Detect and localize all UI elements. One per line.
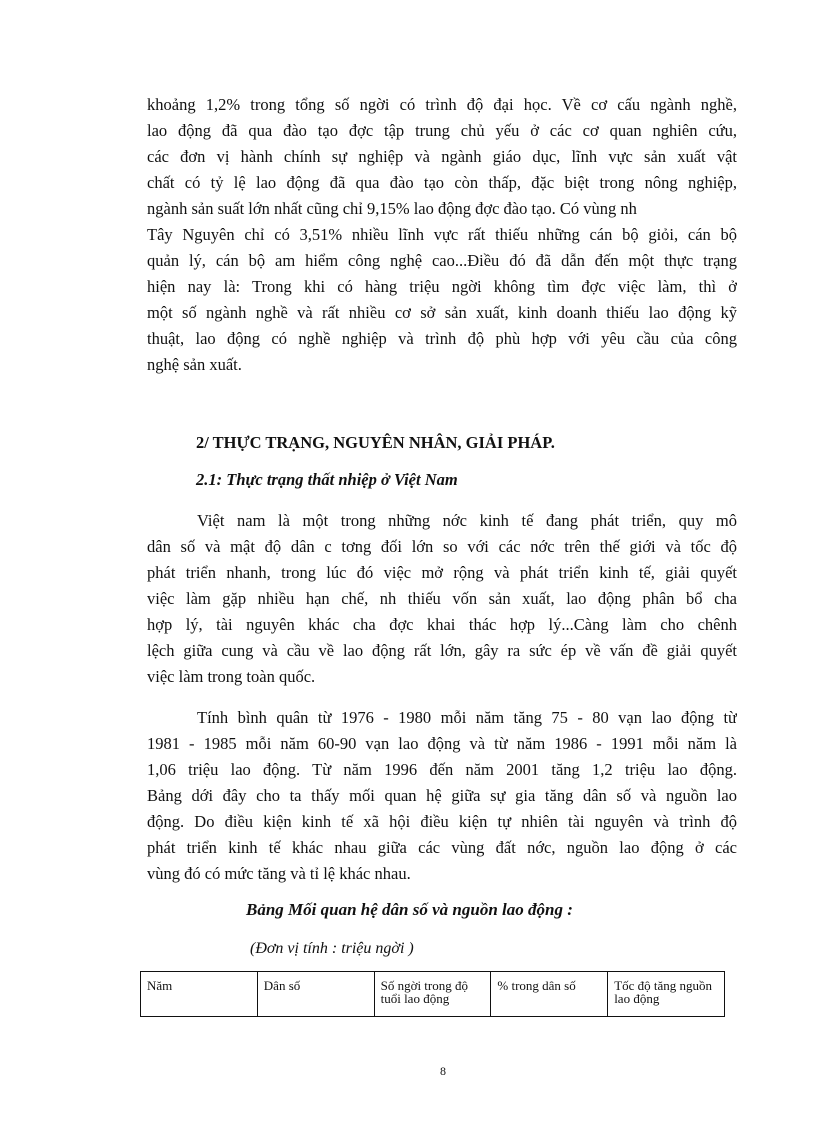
- text-line: phát triển nhanh, trong lúc đó việc mở rộng và phát triển kinh tế, giải quyết: [147, 563, 737, 582]
- text-line: vùng đó có mức tăng và tỉ lệ khác nhau.: [147, 864, 411, 883]
- text-line: quản lý, cán bộ am hiểm công nghệ cao...Điều đó đã dẫn đến một thực trạng: [147, 251, 737, 270]
- text-line: ngành sản suất lớn nhất cũng chỉ 9,15% lao động đợc đào tạo. Có vùng nh: [147, 199, 637, 218]
- text-line: lệch giữa cung và cầu về lao động rất lớn, gây ra sức ép về vấn đề giải quyết: [147, 641, 737, 660]
- text-line: việc làm trong toàn quốc.: [147, 667, 316, 686]
- text-line: lao động đã qua đào tạo đợc tập trung chủ yếu ở các cơ quan nghiên cứu,: [147, 121, 737, 140]
- text-line: một số ngành nghề và rất nhiều cơ sở sản xuất, kinh doanh thiếu lao động kỹ: [147, 303, 737, 322]
- text-line: hợp lý, tài nguyên khác cha đợc khai thác hợp lý...Càng làm cho chênh: [147, 615, 737, 634]
- text-line: nghệ sản xuất.: [147, 355, 242, 374]
- text-line: việc làm gặp nhiều hạn chế, nh thiếu vốn sản xuất, lao động phân bổ cha: [147, 589, 737, 608]
- table-title: Bảng Mối quan hệ dân số và nguồn lao động :: [246, 900, 573, 919]
- paragraph-3: [147, 705, 737, 887]
- population-labor-table: [140, 971, 725, 1017]
- subsection-heading: 2.1: Thực trạng thất nhiệp ở Việt Nam: [196, 470, 458, 489]
- text-line: 1981 - 1985 mỗi năm 60-90 vạn lao động và từ năm 1986 - 1991 mỗi năm là: [147, 734, 737, 753]
- table-header-cell: % trong dân số: [491, 972, 608, 1017]
- text-line: hiện nay là: Trong khi có hàng triệu ngời không tìm đợc việc làm, thì ở: [147, 277, 737, 296]
- table-unit: (Đơn vị tính : triệu ngời ): [250, 940, 414, 957]
- section-heading: 2/ THỰC TRẠNG, NGUYÊN NHÂN, GIẢI PHÁP.: [196, 433, 555, 452]
- table-header-cell: Năm: [141, 972, 258, 1017]
- text-line: khoảng 1,2% trong tổng số ngời có trình độ đại học. Về cơ cấu ngành nghề,: [147, 95, 737, 114]
- table-header-cell: Số ngời trong độ tuổi lao động: [374, 972, 491, 1017]
- text-line: Tính bình quân từ 1976 - 1980 mỗi năm tăng 75 - 80 vạn lao động từ: [197, 708, 737, 727]
- page-number: 8: [440, 1064, 446, 1078]
- paragraph-1: [147, 92, 737, 378]
- text-line: 1,06 triệu lao động. Từ năm 1996 đến năm 2001 tăng 1,2 triệu lao động.: [147, 760, 737, 779]
- text-line: động. Do điều kiện kinh tế xã hội điều kiện tự nhiên tài nguyên và trình độ: [147, 812, 737, 831]
- text-line: Việt nam là một trong những nớc kinh tế đang phát triển, quy mô: [197, 511, 737, 530]
- table-header-row: [141, 972, 725, 1017]
- text-line: phát triển kinh tế khác nhau giữa các vùng đất nớc, nguồn lao động ở các: [147, 838, 737, 857]
- paragraph-2: [147, 508, 737, 690]
- text-line: Bảng dới đây cho ta thấy mối quan hệ giữa sự gia tăng dân số và nguồn lao: [147, 786, 737, 805]
- table-header-cell: Tốc độ tăng nguồn lao động: [608, 972, 725, 1017]
- table-header-cell: Dân số: [257, 972, 374, 1017]
- text-line: thuật, lao động có nghề nghiệp và trình độ phù hợp với yêu cầu của công: [147, 329, 737, 348]
- text-line: Tây Nguyên chỉ có 3,51% nhiều lĩnh vực rất thiếu những cán bộ giỏi, cán bộ: [147, 225, 737, 244]
- text-line: chất có tỷ lệ lao động đã qua đào tạo còn thấp, đặc biệt trong nông nghiệp,: [147, 173, 737, 192]
- text-line: dân số và mật độ dân c tơng đối lớn so với các nớc trên thế giới và tốc độ: [147, 537, 737, 556]
- text-line: các đơn vị hành chính sự nghiệp và ngành giáo dục, lĩnh vực sản xuất vật: [147, 147, 737, 166]
